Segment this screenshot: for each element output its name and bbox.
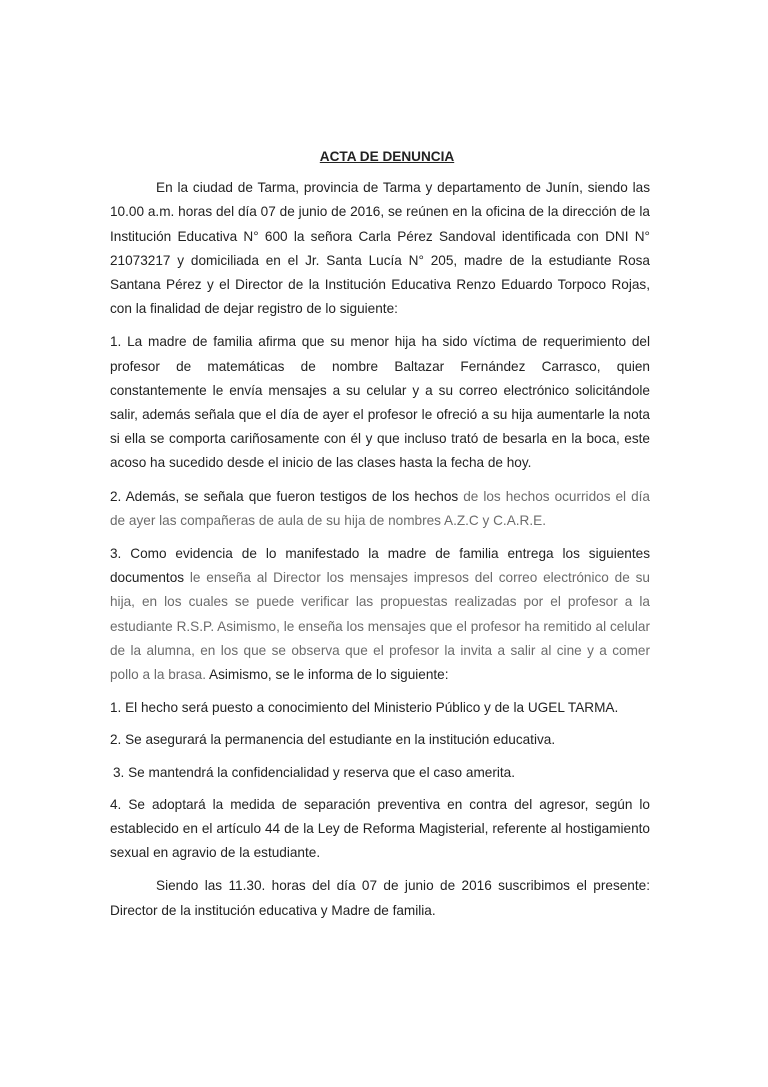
closing-paragraph: Siendo las 11.30. horas del día 07 de junio de 2016 suscribimos el presente: Director de la institución educativa y Madre de familia. — [110, 878, 650, 918]
point-2-text: 2. Además, se señala que fueron testigos de los hechos — [110, 488, 464, 504]
point-3-gray-text: le enseña al Director los mensajes impresos del correo electrónico de su hija, en los cuales se puede verificar las propuestas realizadas por el profesor a la estudiante R.S.P. Asimismo, le enseña los mensajes que el profesor ha remitido al celular de la alumna, en los que se observa que el profesor la invita a salir al cine y a comer pollo a la brasa. — [110, 570, 650, 683]
point-3-text: 3. Como evidencia de lo manifestado la madre de familia entrega los siguientes documentos — [110, 546, 650, 586]
document-body — [110, 145, 650, 932]
point-2-paragraph — [110, 485, 650, 533]
point-3-paragraph — [110, 542, 650, 687]
point-1-paragraph: 1. La madre de familia afirma que su menor hija ha sido víctima de requerimiento del profesor de matemáticas de nombre Baltazar Fernández Carrasco, quien constantemente le envía mensajes a su celular y a su correo electrónico solicitándole salir, además señala que el día de ayer el profesor le ofreció a su hija aumentarle la nota si ella se comporta cariñosamente con él y que incluso trató de besarla en la boca, este acoso ha sucedido desde el inicio de las clases hasta la fecha de hoy. — [110, 334, 650, 471]
measure-1-paragraph: 1. El hecho será puesto a conocimiento del Ministerio Público y de la UGEL TARMA. — [110, 700, 619, 716]
document-title: ACTA DE DENUNCIA — [319, 149, 455, 164]
measure-4-paragraph: 4. Se adoptará la medida de separación preventiva en contra del agresor, según lo establecido en el artículo 44 de la Ley de Reforma Magisterial, referente al hostigamiento sexual en agravio de la estudiante. — [110, 796, 650, 861]
measure-3-paragraph: 3. Se mantendrá la confidencialidad y reserva que el caso amerita. — [113, 764, 515, 780]
point-2-gray-text: de los hechos ocurridos el día de ayer las compañeras de aula de su hija de nombres A.Z.C y C.A.R.E. — [110, 488, 650, 528]
measure-2-paragraph: 2. Se asegurará la permanencia del estudiante en la institución educativa. — [110, 732, 556, 748]
point-3-closing-text: Asimismo, se le informa de lo siguiente: — [205, 667, 449, 683]
intro-paragraph: En la ciudad de Tarma, provincia de Tarma y departamento de Junín, siendo las 10.00 a.m. horas del día 07 de junio de 2016, se reúnen en la oficina de la dirección de la Institución Educativa N° 600 la señora Carla Pérez Sandoval identificada con DNI N° 21073217 y domiciliada en el Jr. Santa Lucía N° 205, madre de la estudiante Rosa Santana Pérez y el Director de la Institución Educativa Renzo Eduardo Torpoco Rojas, con la finalidad de dejar registro de lo siguiente: — [110, 180, 650, 317]
